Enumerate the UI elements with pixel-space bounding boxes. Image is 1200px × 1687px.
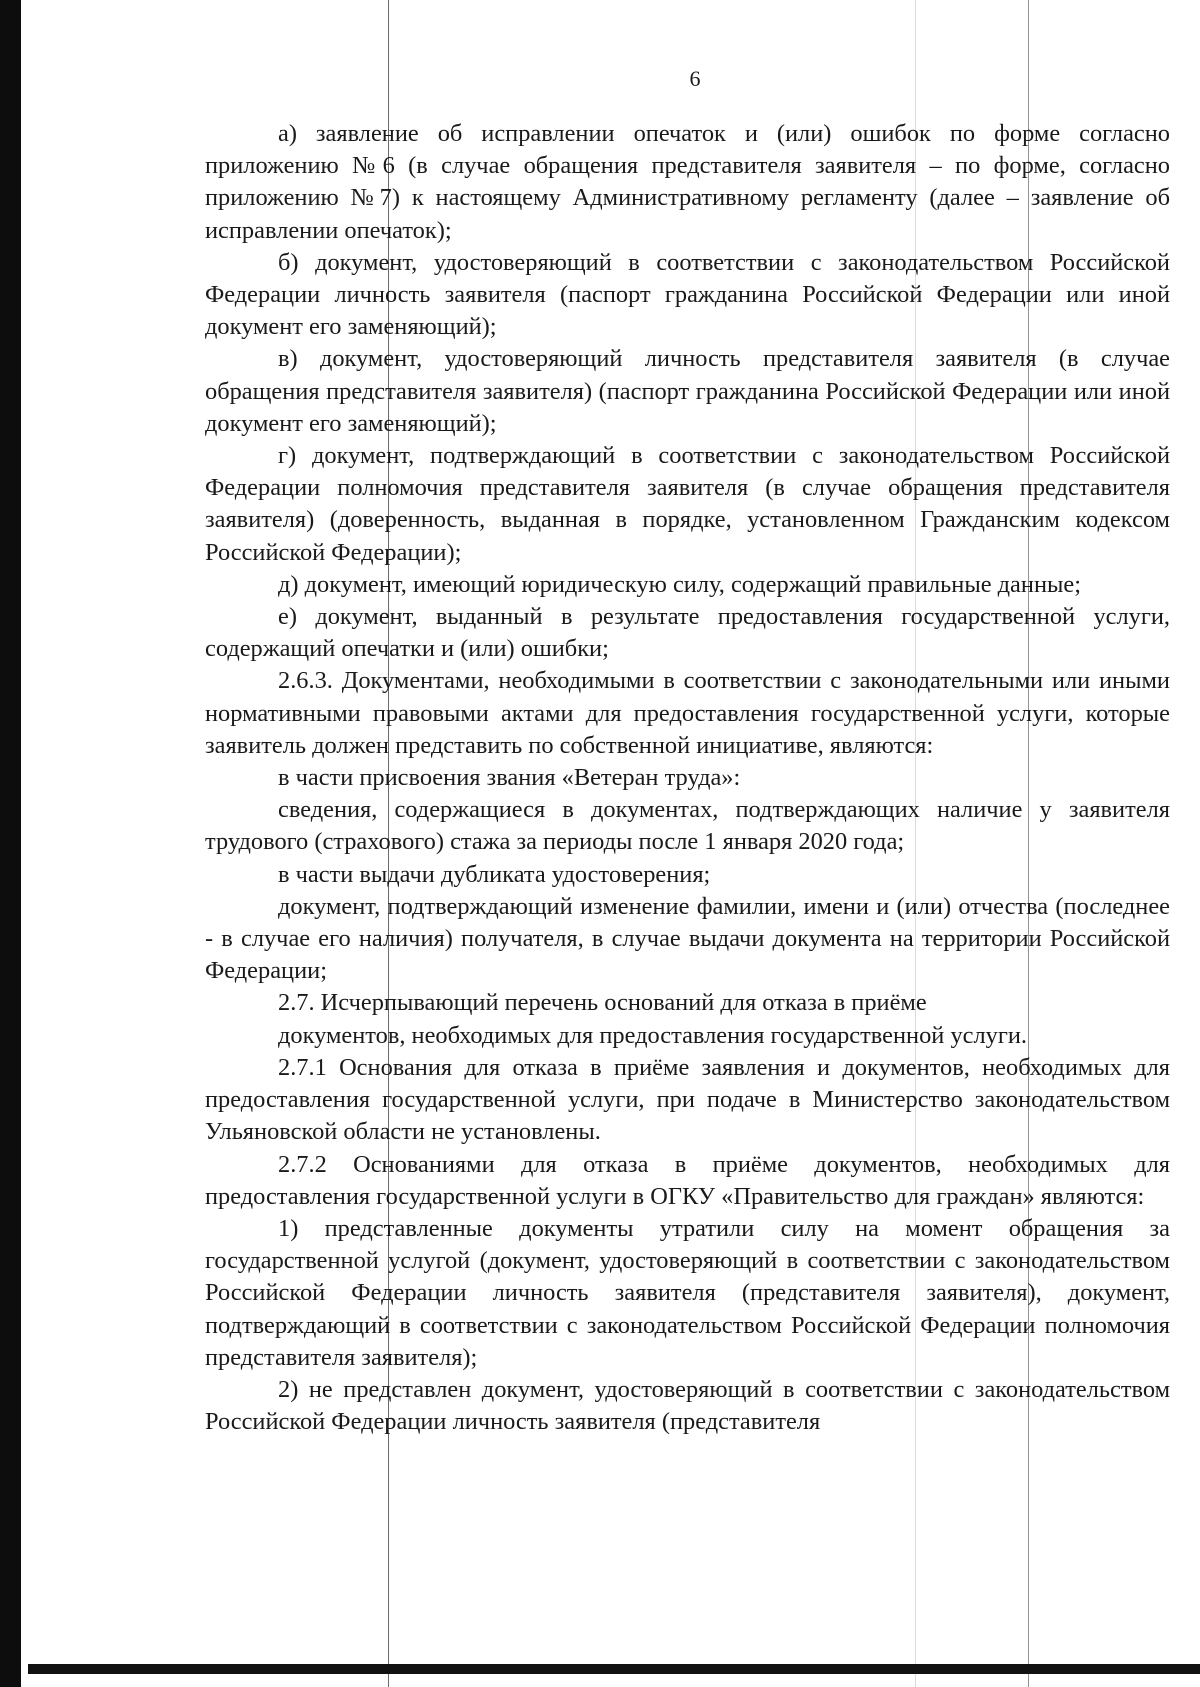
document-body xyxy=(205,118,1170,1438)
paragraph: сведения, содержащиеся в документах, подтверждающих наличие у заявителя трудового (страхового) стажа за периоды после 1 января 2020 года; xyxy=(205,796,1170,856)
scan-left-edge xyxy=(0,0,21,1687)
paragraph: б) документ, удостоверяющий в соответствии с законодательством Российской Федерации личность заявителя (паспорт гражданина Российской Федерации или иной документ его заменяющий); xyxy=(205,248,1170,341)
paragraph: документов, необходимых для предоставления государственной услуги. xyxy=(278,1021,1027,1049)
paragraph: 2) не представлен документ, удостоверяющий в соответствии с законодательством Российской Федерации личность заявителя (представителя xyxy=(205,1375,1170,1436)
page-number: 6 xyxy=(689,66,701,91)
paragraph: в) документ, удостоверяющий личность представителя заявителя (в случае обращения представителя заявителя) (паспорт гражданина Российской Федерации или иной документ его заменяющий); xyxy=(205,345,1170,437)
paragraph: документ, подтверждающий изменение фамилии, имени и (или) отчества (последнее - в случае его наличия) получателя, в случае выдачи документа на территории Российской Федерации; xyxy=(205,892,1170,985)
paragraph: 2.7.1 Основания для отказа в приёме заявления и документов, необходимых для предоставления государственной услуги, при подаче в Министерство законодательством Ульяновской области не установлены. xyxy=(205,1053,1170,1146)
paragraph: 2.7. Исчерпывающий перечень оснований для отказа в приёме xyxy=(278,989,927,1017)
paragraph: 1) представленные документы утратили силу на момент обращения за государственной услугой (документ, удостоверяющий в соответствии с законодательством Российской Федерации личность заявителя (представителя заявителя), документ, подтверждающий в соответствии с законодательством Российской Федерации полномочия представителя заявителя); xyxy=(205,1214,1170,1371)
paragraph: 2.6.3. Документами, необходимыми в соответствии с законодательными или иными нормативными правовыми актами для предоставления государственной услуги, которые заявитель должен представить по собственной инициативе, являются: xyxy=(205,667,1170,759)
scan-bottom-edge xyxy=(28,1664,1200,1674)
paragraph: в части выдачи дубликата удостоверения; xyxy=(278,860,711,888)
paragraph: д) документ, имеющий юридическую силу, содержащий правильные данные; xyxy=(278,570,1081,598)
paragraph: в части присвоения звания «Ветеран труда»: xyxy=(278,764,741,792)
paragraph: а) заявление об исправлении опечаток и (или) ошибок по форме согласно приложению №6 (в случае обращения представителя заявителя – по форме, согласно приложению №7) к настоящему Административному регламенту (далее – заявление об исправлении опечаток); xyxy=(205,120,1170,244)
paragraph: г) документ, подтверждающий в соответствии с законодательством Российской Федерации полномочия представителя заявителя (в случае обращения представителя заявителя) (доверенность, выданная в порядке, установленном Гражданским кодексом Российской Федерации); xyxy=(205,442,1170,566)
paragraph: е) документ, выданный в результате предоставления государственной услуги, содержащий опечатки и (или) ошибки; xyxy=(205,603,1170,663)
paragraph: 2.7.2 Основаниями для отказа в приёме документов, необходимых для предоставления государственной услуги в ОГКУ «Правительство для граждан» являются: xyxy=(205,1150,1170,1210)
